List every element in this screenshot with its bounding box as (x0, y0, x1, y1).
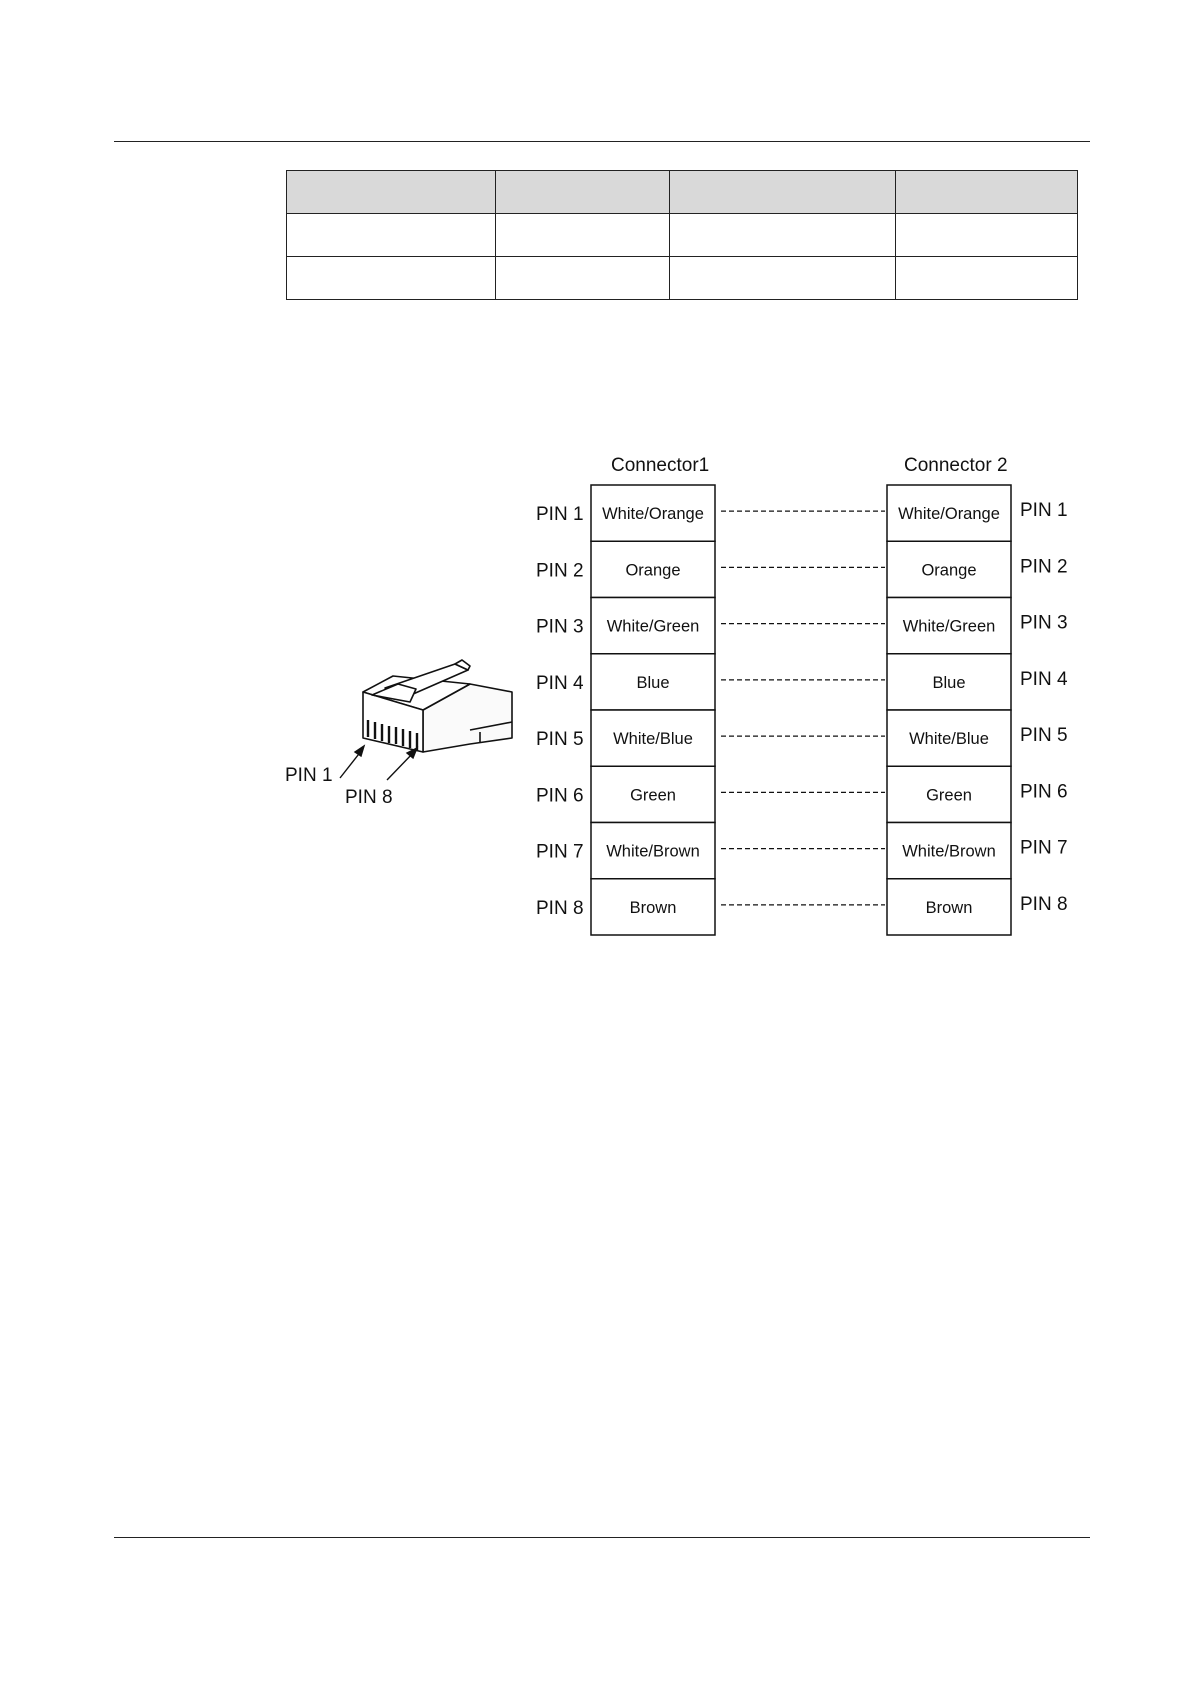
connector1-pin-label: PIN 6 (536, 785, 584, 807)
connector2-wire-color: White/Blue (909, 730, 989, 749)
plug-pin-first-label: PIN 1 (285, 765, 333, 786)
connector1-pin-label: PIN 2 (536, 560, 584, 582)
connector1-pin-label: PIN 1 (536, 504, 584, 526)
connector1-wire-color: Orange (625, 561, 681, 580)
connector1-wire-color: White/Orange (602, 505, 704, 524)
rj45-plug-icon (363, 660, 512, 752)
connector2-wire-color: White/Green (902, 617, 996, 636)
connector2-pin-label: PIN 2 (1020, 556, 1068, 578)
wire-links (721, 511, 885, 905)
pin-arrows (340, 746, 417, 780)
connector2-wire-color: Green (926, 786, 972, 805)
connector2-pin-label: PIN 7 (1020, 837, 1068, 859)
connector2-pin-label: PIN 5 (1020, 725, 1068, 747)
footer-rule (114, 1537, 1090, 1538)
connector1-pin-label: PIN 8 (536, 897, 584, 919)
connector1-wire-color: Green (630, 786, 676, 805)
connector1-wire-color: Brown (629, 898, 677, 917)
connector2-wire-color: Blue (932, 673, 966, 692)
connector1-wire-color: White/Green (606, 617, 700, 636)
connector2-wire-color: White/Brown (902, 842, 996, 861)
connector2-pin-label: PIN 8 (1020, 893, 1068, 915)
plug-pin-last-label: PIN 8 (345, 787, 393, 808)
connector1-pin-label: PIN 7 (536, 841, 584, 863)
connector2-pin-label: PIN 1 (1020, 500, 1068, 522)
connector1-wire-color: White/Brown (606, 842, 700, 861)
connector2-title: Connector 2 (904, 455, 1008, 476)
connector2-block (887, 485, 1011, 935)
connector2-pin-label: PIN 3 (1020, 612, 1068, 634)
connector2-pin-label: PIN 6 (1020, 781, 1068, 803)
connector1-wire-color: White/Blue (613, 730, 693, 749)
connector1-pin-label: PIN 5 (536, 729, 584, 751)
connector2-wire-color: Orange (921, 561, 977, 580)
connector2-wire-color: White/Orange (898, 505, 1000, 524)
connector2-wire-color: Brown (925, 898, 973, 917)
connector2-pin-label: PIN 4 (1020, 668, 1068, 690)
connector1-block (591, 485, 715, 935)
connector1-pin-label: PIN 3 (536, 616, 584, 638)
connector1-wire-color: Blue (636, 673, 670, 692)
connector1-title: Connector1 (611, 455, 710, 476)
connector1-pin-label: PIN 4 (536, 672, 584, 694)
